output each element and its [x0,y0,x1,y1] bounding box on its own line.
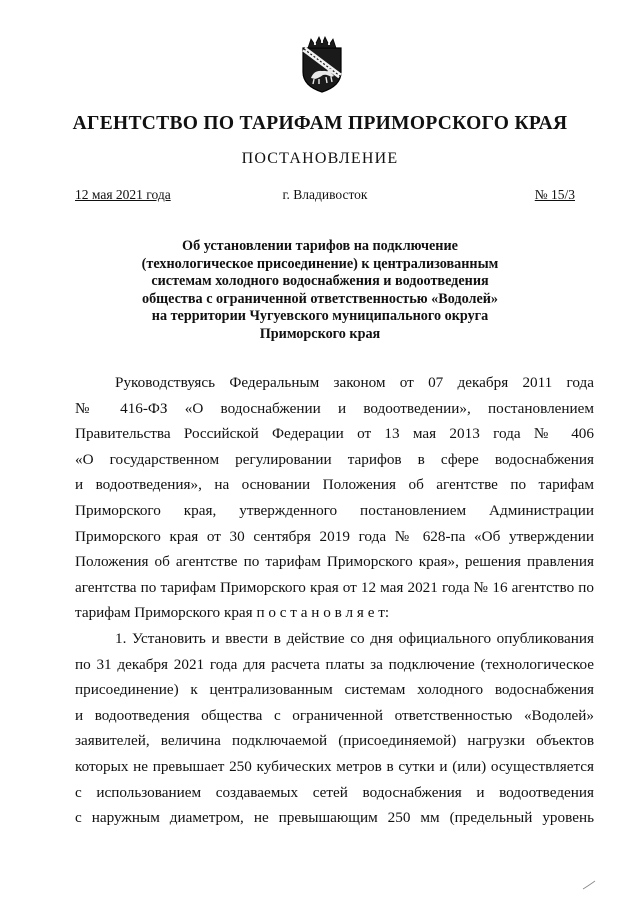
body-line: которых не превышает 250 кубических метров в сутки и (или) осуществляется [75,757,594,775]
body-line: 1. Установить и ввести в действие со дня официального опубликования [115,629,594,647]
body-line: «О государственном регулировании тарифов в сфере водоснабжения [75,450,594,468]
document-city: г. Владивосток [282,187,368,202]
body-line: Положения об агентстве по тарифам Приморского края», решения правления [75,553,594,571]
body-line: Приморского края от 30 сентября 2019 года № 628-па «Об утверждении [75,527,594,545]
body-line: по 31 декабря 2021 года для расчета платы за подключение (технологическое [75,655,594,673]
title-line: общества с ограниченной ответственностью «Водолей» [141,290,499,307]
coat-of-arms-icon [300,34,344,94]
body-line: заявителей, величина подключаемой (присоединяемой) нагрузки объектов [75,732,594,750]
document-type: ПОСТАНОВЛЕНИЕ [241,150,399,167]
body-line: присоединение) к централизованным системам холодного водоснабжения [75,681,594,699]
title-line: Приморского края [259,325,381,342]
body-line: Приморского края, утвержденного постановлением Администрации [75,501,594,519]
document-body [75,370,594,831]
title-line: системам холодного водоснабжения и водоотведения [151,273,489,289]
body-line: и водоотведения», на основании Положения об агентстве по тарифам [75,476,594,494]
body-line: Правительства Российской Федерации от 13 мая 2013 года № 406 [75,425,594,443]
title-line: (технологическое присоединение) к централизованным [141,255,499,272]
body-line: с использованием создаваемых сетей водоснабжения и водоотведения [75,783,594,801]
title-line: Об установлении тарифов на подключение [182,238,458,254]
document-number: № 15/3 [534,187,575,202]
document-date: 12 мая 2021 года [75,187,171,202]
pen-mark-icon [582,880,596,890]
body-line: и водоотведения общества с ограниченной ответственностью «Водолей» [75,706,594,724]
document-title [100,238,540,343]
agency-name: АГЕНТСТВО ПО ТАРИФАМ ПРИМОРСКОГО КРАЯ [72,113,568,134]
body-line: Руководствуясь Федеральным законом от 07 декабря 2011 года [115,374,594,391]
body-line: тарифам Приморского края п о с т а н о в л я е т: [75,604,390,622]
document-meta [75,187,575,205]
body-line: с наружным диаметром, не превышающим 250 мм (предельный уровень [75,809,594,827]
title-line: на территории Чугуевского муниципального округа [151,308,489,324]
body-line: № 416-ФЗ «О водоснабжении и водоотведении», постановлением [75,399,594,417]
body-line: агентства по тарифам Приморского края от 12 мая 2021 года № 16 агентство по [75,578,594,596]
